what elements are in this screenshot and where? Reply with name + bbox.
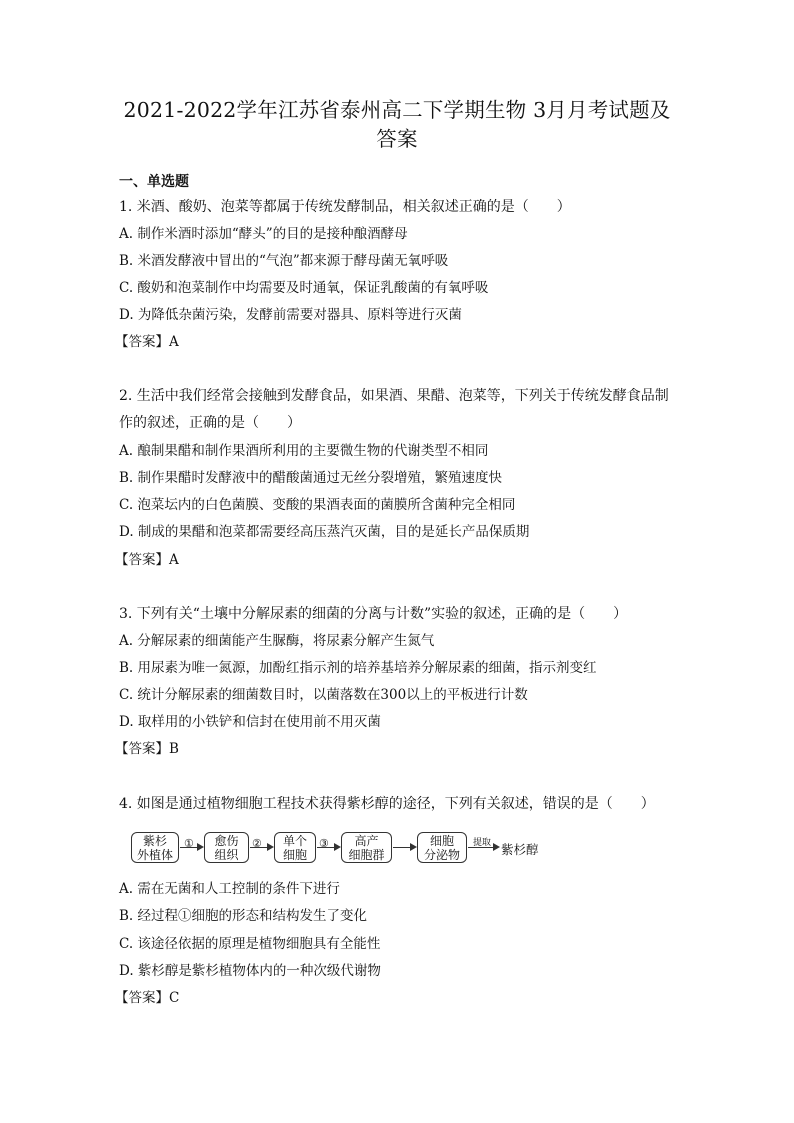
question-3-option-a: A. 分解尿素的细菌能产生脲酶，将尿素分解产生氮气 (119, 633, 435, 649)
flow-arrow-4 (393, 847, 415, 848)
flow-step-1: ① (184, 837, 194, 850)
flow-box-high-yield-cells-line-2: 细胞群 (348, 847, 385, 862)
flow-extract-label: 提取 (473, 838, 492, 848)
flow-step-2: ② (252, 837, 262, 850)
flow-box-explant-line-2: 外植体 (136, 847, 173, 862)
question-2-answer: 【答案】A (115, 552, 179, 568)
section-heading: 一、单选题 (119, 174, 189, 190)
question-1-answer: 【答案】A (115, 334, 179, 350)
question-4-answer: 【答案】C (115, 990, 180, 1006)
question-4-option-b: B. 经过程①细胞的形态和结构发生了变化 (119, 908, 368, 924)
question-2-option-a: A. 酿制果醋和制作果酒所利用的主要微生物的代谢类型不相同 (119, 443, 489, 459)
flow-box-explant (131, 832, 179, 863)
flow-box-high-yield-cells (341, 832, 392, 863)
flow-final-product: 紫杉醇 (501, 842, 539, 857)
question-2-stem-line-2: 作的叙述，正确的是（ ） (119, 415, 301, 431)
question-3-option-c: C. 统计分解尿素的细菌数目时，以菌落数在300以上的平板进行计数 (119, 687, 528, 703)
question-1-option-a: A. 制作米酒时添加“酵头”的目的是接种酿酒酵母 (119, 226, 408, 242)
flow-box-high-yield-cells-line-1: 高产 (354, 833, 379, 848)
flow-arrow-2 (250, 847, 272, 848)
title-line-2: 答案 (376, 127, 418, 151)
question-4-option-a: A. 需在无菌和人工控制的条件下进行 (119, 881, 340, 897)
flow-arrow-5 (468, 847, 498, 848)
flow-arrow-1 (180, 847, 202, 848)
question-3-option-b: B. 用尿素为唯一氮源，加酚红指示剂的培养基培养分解尿素的细菌，指示剂变红 (119, 660, 597, 676)
flow-box-callus-line-1: 愈伤 (214, 833, 239, 848)
question-3-option-d: D. 取样用的小铁铲和信封在使用前不用灭菌 (119, 714, 381, 730)
question-3-stem: 3. 下列有关“土壤中分解尿素的细菌的分离与计数”实验的叙述，正确的是（ ） (119, 606, 628, 622)
question-3-answer: 【答案】B (115, 741, 179, 757)
flow-box-single-cell-line-2: 细胞 (282, 847, 307, 862)
question-2-stem-line-1: 2. 生活中我们经常会接触到发酵食品，如果酒、果醋、泡菜等，下列关于传统发酵食品制 (119, 388, 669, 404)
flow-box-single-cell (274, 832, 316, 863)
question-1-option-c: C. 酸奶和泡菜制作中均需要及时通氧，保证乳酸菌的有氧呼吸 (119, 280, 489, 296)
title-line-1: 2021-2022学年江苏省泰州高二下学期生物 3月月考试题及 (123, 98, 671, 122)
question-1-option-d: D. 为降低杂菌污染，发酵前需要对器具、原料等进行灭菌 (119, 307, 462, 323)
flow-box-explant-line-1: 紫杉 (142, 833, 167, 848)
flow-box-callus-line-2: 组织 (214, 847, 239, 862)
question-4-option-d: D. 紫杉醇是紫杉植物体内的一种次级代谢物 (119, 963, 381, 979)
flow-step-3: ③ (319, 837, 329, 850)
flow-arrow-3 (317, 847, 339, 848)
question-4-stem: 4. 如图是通过植物细胞工程技术获得紫杉醇的途径，下列有关叙述，错误的是（ ） (119, 796, 655, 812)
question-2-option-c: C. 泡菜坛内的白色菌膜、变酸的果酒表面的菌膜所含菌种完全相同 (119, 497, 516, 513)
question-1-stem: 1. 米酒、酸奶、泡菜等都属于传统发酵制品，相关叙述正确的是（ ） (119, 199, 571, 215)
question-2-option-d: D. 制成的果醋和泡菜都需要经高压蒸汽灭菌，目的是延长产品保质期 (119, 524, 530, 540)
flow-box-cell-secretion-line-2: 分泌物 (423, 847, 460, 862)
flow-box-cell-secretion-line-1: 细胞 (429, 833, 454, 848)
page-title (100, 96, 694, 154)
flow-box-single-cell-line-1: 单个 (282, 833, 307, 848)
question-2-option-b: B. 制作果醋时发酵液中的醋酸菌通过无丝分裂增殖，繁殖速度快 (119, 470, 503, 486)
flow-box-cell-secretion (417, 832, 467, 863)
flow-diagram (131, 830, 551, 870)
question-4-option-c: C. 该途径依据的原理是植物细胞具有全能性 (119, 936, 381, 952)
flow-box-callus (204, 832, 249, 863)
question-1-option-b: B. 米酒发酵液中冒出的“气泡”都来源于酵母菌无氧呼吸 (119, 253, 449, 269)
